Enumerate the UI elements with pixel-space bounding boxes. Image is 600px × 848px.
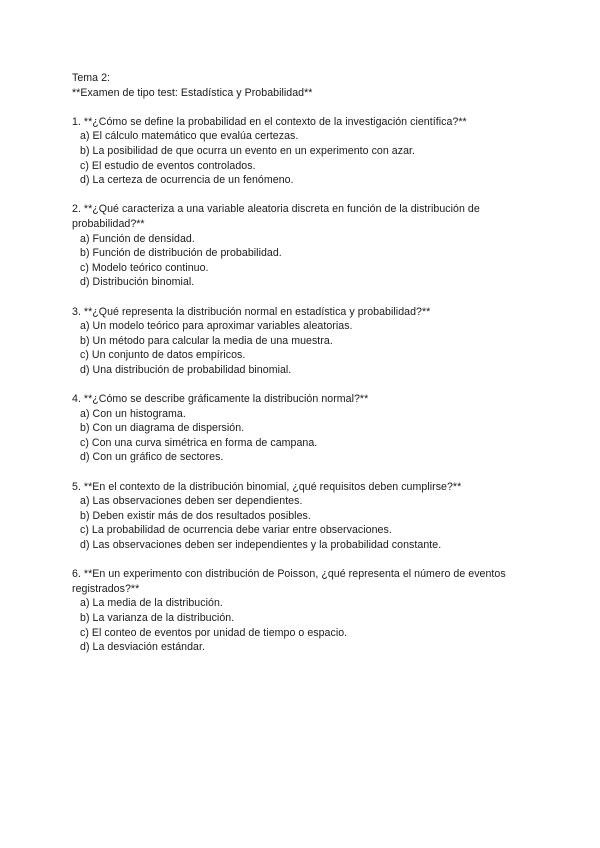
topic-heading: Tema 2: — [72, 72, 111, 84]
option-list — [72, 494, 542, 552]
option-a: a) La media de la distribución. — [80, 597, 223, 610]
option-d: d) Las observaciones deben ser independientes y la probabilidad constante. — [80, 539, 442, 551]
option-list — [72, 319, 542, 377]
question-1 — [72, 115, 542, 188]
option-list — [72, 596, 542, 654]
option-c: c) El estudio de eventos controlados. — [80, 159, 256, 172]
option-a: a) Con un histograma. — [80, 407, 186, 420]
option-b: b) Un método para calcular la media de una muestra. — [80, 334, 333, 347]
option-a: a) Un modelo teórico para aproximar variables aleatorias. — [80, 320, 353, 333]
question-text: 2. **¿Qué caracteriza a una variable aleatoria discreta en función de la distribución de probabilidad?** — [72, 203, 480, 230]
option-d: d) Una distribución de probabilidad binomial. — [80, 363, 292, 376]
option-c: c) Con una curva simétrica en forma de campana. — [80, 436, 318, 449]
option-d: d) La certeza de ocurrencia de un fenómeno. — [80, 174, 294, 187]
option-c: c) Modelo teórico continuo. — [80, 261, 209, 274]
option-b: b) Con un diagrama de dispersión. — [80, 422, 245, 435]
option-a: a) El cálculo matemático que evalúa certezas. — [80, 130, 299, 143]
option-list — [72, 129, 542, 187]
question-text: 5. **En el contexto de la distribución binomial, ¿qué requisitos deben cumplirse?** — [72, 480, 462, 493]
question-text: 3. **¿Qué representa la distribución normal en estadística y probabilidad?** — [72, 305, 431, 318]
question-5 — [72, 480, 542, 553]
option-a: a) Función de densidad. — [80, 232, 195, 245]
option-a: a) Las observaciones deben ser dependientes. — [80, 495, 303, 508]
question-6 — [72, 567, 542, 655]
option-b: b) Función de distribución de probabilidad. — [80, 247, 282, 260]
question-text: 4. **¿Cómo se describe gráficamente la distribución normal?** — [72, 393, 369, 406]
question-2 — [72, 202, 542, 290]
option-list — [72, 407, 542, 465]
option-b: b) Deben existir más de dos resultados posibles. — [80, 509, 311, 522]
document-page — [72, 71, 542, 655]
option-c: c) La probabilidad de ocurrencia debe variar entre observaciones. — [80, 524, 392, 537]
option-c: c) El conteo de eventos por unidad de tiempo o espacio. — [80, 626, 348, 639]
option-b: b) La posibilidad de que ocurra un evento en un experimento con azar. — [80, 144, 416, 157]
option-b: b) La varianza de la distribución. — [80, 611, 235, 624]
option-d: d) La desviación estándar. — [80, 641, 205, 654]
exam-title: **Examen de tipo test: Estadística y Probabilidad** — [72, 86, 313, 99]
question-3 — [72, 305, 542, 378]
question-text: 6. **En un experimento con distribución de Poisson, ¿qué representa el número de eventos registrados?** — [72, 568, 506, 595]
option-c: c) Un conjunto de datos empíricos. — [80, 349, 246, 362]
option-d: d) Con un gráfico de sectores. — [80, 451, 224, 464]
option-d: d) Distribución binomial. — [80, 276, 195, 289]
question-text: 1. **¿Cómo se define la probabilidad en el contexto de la investigación científica?** — [72, 115, 467, 128]
option-list — [72, 232, 542, 290]
question-4 — [72, 392, 542, 465]
